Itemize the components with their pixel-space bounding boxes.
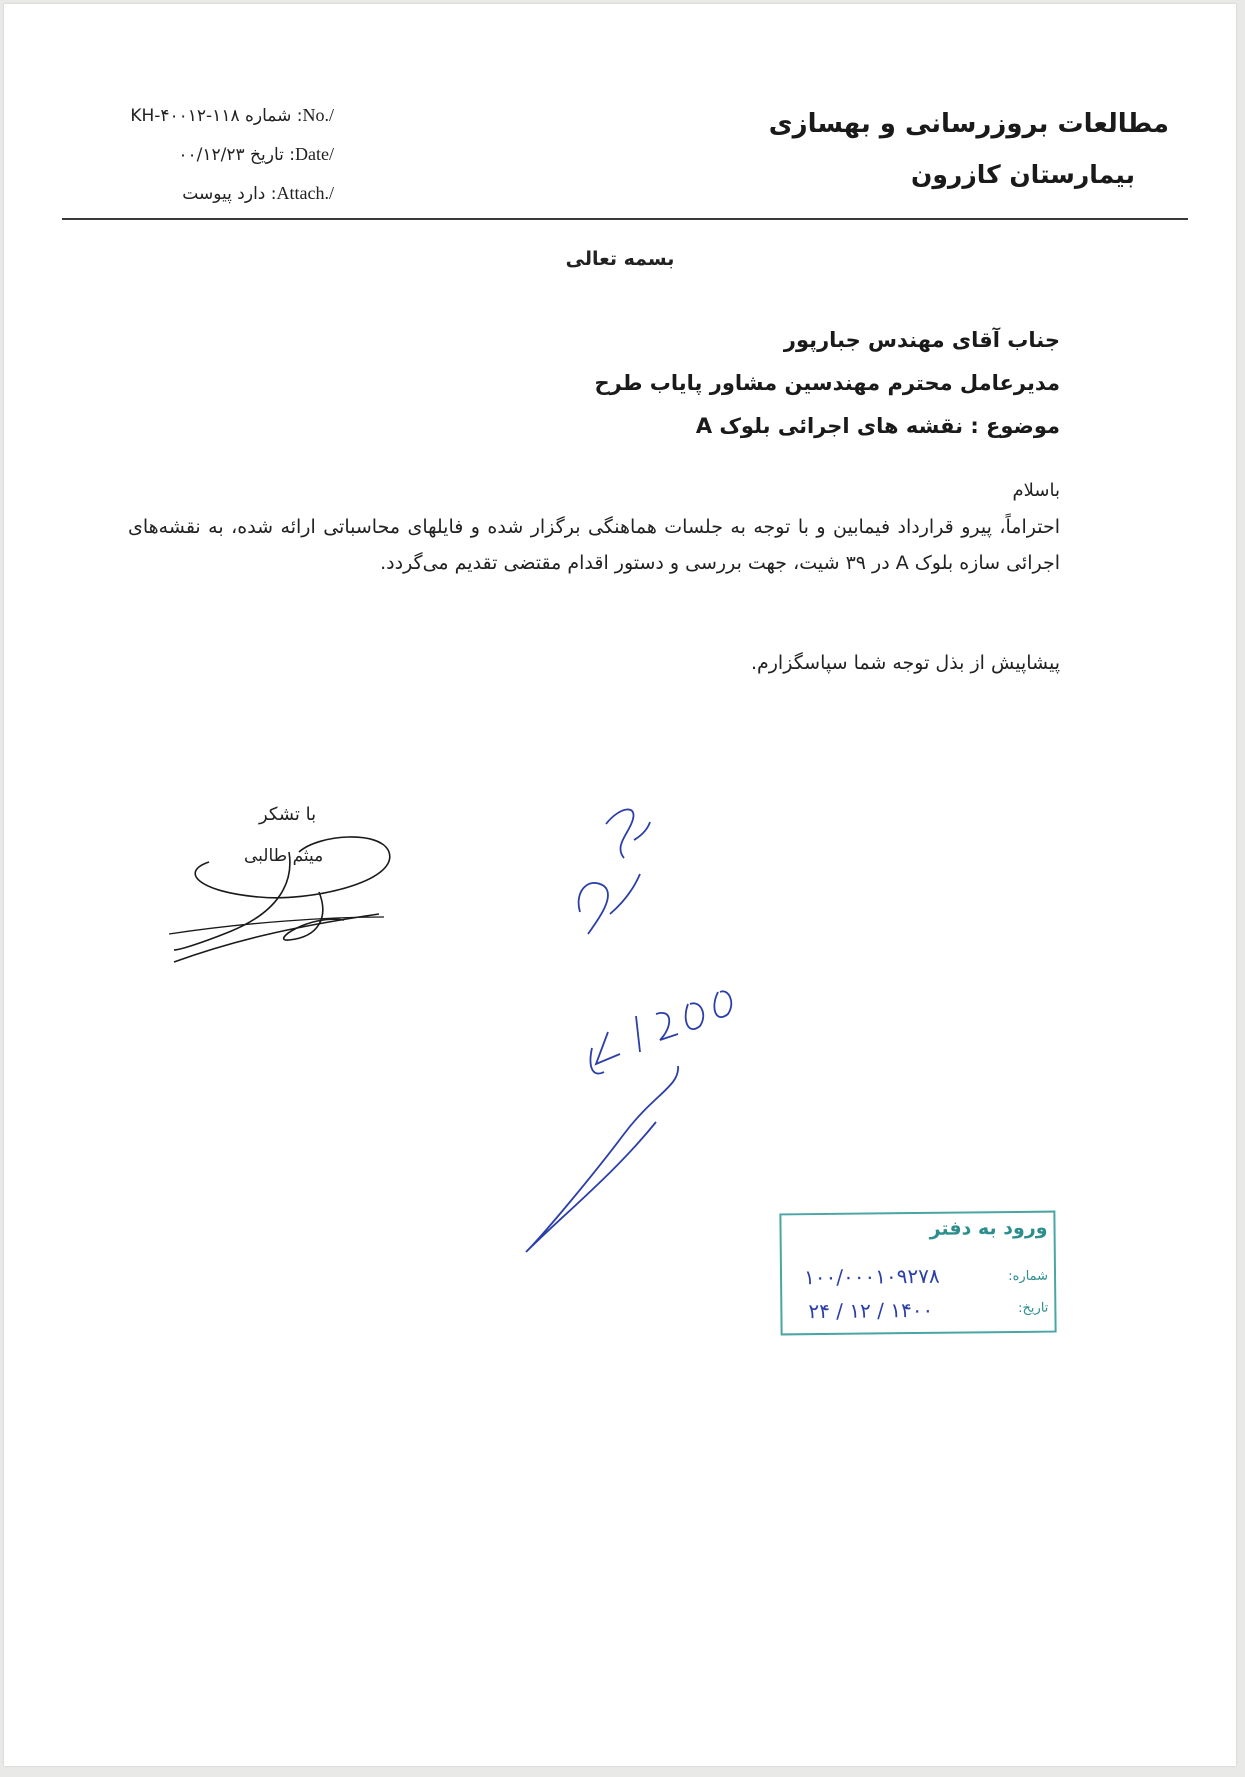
signer-name: میثم طالبی	[244, 846, 324, 866]
letter-attachment-row	[74, 174, 334, 213]
letter-date-label-en: Date/	[295, 144, 334, 164]
body-paragraph: احتراماً، پیرو قرارداد فیمابین و با توجه به جلسات هماهنگی برگزار شده و فایلهای محاسباتی ارائه شده، به نقشه‌های اجرائی سازه بلوک A در ۳۹ شیت، جهت بررسی و دستور اقدام مقتضی تقدیم می‌گردد.	[128, 516, 1060, 574]
signature-scribble	[169, 822, 399, 972]
stamp-date-label: تاریخ:	[1018, 1300, 1049, 1316]
organization-name: مطالعات بروزرسانی و بهسازی	[768, 109, 1169, 139]
closing-line: پیشاپیش از بذل توجه شما سپاسگزارم.	[750, 652, 1060, 674]
recipient-line: جناب آقای مهندس جبارپور	[783, 328, 1060, 352]
letter-body	[128, 473, 1060, 581]
letter-page	[4, 4, 1236, 1766]
letter-number-label-fa: شماره :	[244, 106, 303, 126]
letter-meta	[74, 96, 334, 213]
stamp-title: ورود به دفتر	[929, 1216, 1048, 1240]
letter-attachment-label-en: Attach./	[276, 183, 334, 203]
received-stamp	[779, 1211, 1056, 1336]
handwritten-annotation	[524, 794, 824, 1264]
subject-line: موضوع : نقشه های اجرائی بلوک A	[695, 414, 1060, 438]
letter-date-label-fa: تاریخ :	[250, 145, 296, 165]
stamp-number-value: ۱۰۰/۰۰۰۱۰۹۲۷۸	[803, 1263, 940, 1290]
letter-date-row	[74, 135, 334, 174]
address-block	[595, 319, 1061, 448]
stamp-number-label: شماره:	[1008, 1268, 1049, 1285]
organization-header	[769, 106, 1169, 194]
header-divider	[62, 218, 1188, 220]
letter-attachment-label-fa: پیوست :	[182, 184, 277, 204]
letter-number-label-en: No./	[302, 105, 334, 125]
stamp-date-value: ۱۴۰۰ / ۱۲ / ۲۴	[808, 1297, 934, 1324]
recipient-position-line: مدیرعامل محترم مهندسین مشاور پایاب طرح	[594, 371, 1060, 395]
project-name: بیمارستان کازرون	[911, 160, 1135, 189]
letter-number-row	[74, 96, 334, 135]
letter-number-value: KH-۴۰۰۱۲-۱۱۸	[130, 106, 240, 126]
greeting: باسلام	[1012, 480, 1060, 501]
signature-thanks: با تشکر	[259, 804, 317, 825]
letter-attachment-value: دارد	[237, 184, 266, 204]
letter-date-value: ۰۰/۱۲/۲۳	[178, 145, 245, 165]
invocation-heading: بسمه تعالی	[565, 248, 675, 270]
